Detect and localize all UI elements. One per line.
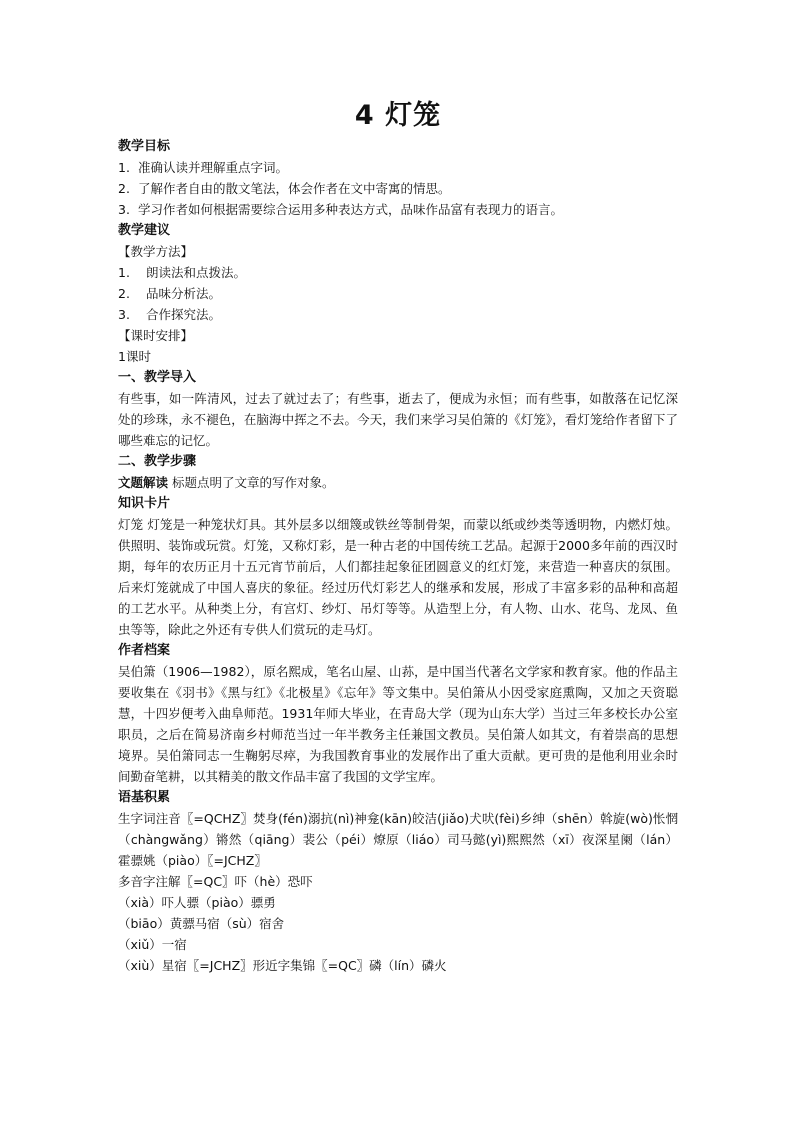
goal-number: 3. (118, 202, 130, 217)
intro-paragraph: 有些事，如一阵清风，过去了就过去了；有些事，逝去了，便成为永恒；而有些事，如散落在记忆深处的珍珠，永不褪色，在脑海中挥之不去。今天，我们来学习吴伯箫的《灯笼》，看灯笼给作者留下了哪些难忘的记忆。 (118, 391, 678, 448)
goal-text: 学习作者如何根据需要综合运用多种表达方式，品味作品富有表现力的语言。 (138, 202, 564, 217)
title-interpretation-text: 标题点明了文章的写作对象。 (168, 475, 335, 490)
method-text: 朗读法和点拨法。 (146, 265, 247, 280)
method-number: 1. (118, 265, 130, 280)
author-heading: 作者档案 (118, 643, 171, 658)
schedule-text: 1课时 (118, 349, 151, 364)
method-number: 2. (118, 286, 130, 301)
method-item (118, 262, 678, 283)
method-item (118, 283, 678, 304)
title-interpretation (118, 472, 678, 493)
schedule-heading: 【课时安排】 (118, 328, 194, 343)
method-item (118, 304, 678, 325)
goal-item (118, 178, 678, 199)
goal-item (118, 157, 678, 178)
vocab-heading: 语基积累 (118, 790, 171, 805)
goal-number: 1. (118, 160, 130, 175)
goal-number: 2. (118, 181, 130, 196)
polyphone-line: （biāo）黄骠马宿（sù）宿舍 (118, 916, 285, 931)
knowledge-paragraph: 灯笼 灯笼是一种笼状灯具。其外层多以细篾或铁丝等制骨架，而蒙以纸或纱类等透明物，内燃灯烛。供照明、装饰或玩赏。灯笼，又称灯彩，是一种古老的中国传统工艺品。起源于2000多年前的西汉时期，每年的农历正月十五元宵节前后，人们都挂起象征团圆意义的红灯笼，来营造一种喜庆的氛围。后来灯笼就成了中国人喜庆的象征。经过历代灯彩艺人的继承和发展，形成了丰富多彩的品种和高超的工艺水平。从种类上分，有宫灯、纱灯、吊灯等等。从造型上分，有人物、山水、花鸟、龙凤、鱼虫等等，除此之外还有专供人们赏玩的走马灯。 (118, 517, 678, 637)
goal-text: 准确认读并理解重点字词。 (138, 160, 289, 175)
page-title: 4 灯笼 (354, 100, 442, 131)
document-body (118, 136, 678, 976)
goal-item (118, 199, 678, 220)
methods-heading: 【教学方法】 (118, 244, 194, 259)
polyphone-line: （xiǔ）一宿 (118, 937, 187, 952)
knowledge-heading: 知识卡片 (118, 496, 171, 511)
author-paragraph: 吴伯箫（1906—1982），原名熙成，笔名山屋、山荪，是中国当代著名文学家和教育家。他的作品主要收集在《羽书》《黑与红》《北极星》《忘年》等文集中。吴伯箫从小因受家庭熏陶，又加之天资聪慧，十四岁便考入曲阜师范。1931年师大毕业，在青岛大学（现为山东大学）当过三年多校长办公室职员，之后在简易济南乡村师范当过一年半教务主任兼国文教员。吴伯箫人如其文，有着崇高的思想境界。吴伯箫同志一生鞠躬尽瘁，为我国教育事业的发展作出了重大贡献。更可贵的是他利用业余时间勤奋笔耕，以其精美的散文作品丰富了我国的文学宝库。 (118, 664, 678, 784)
method-number: 3. (118, 307, 130, 322)
suggestions-heading: 教学建议 (118, 223, 171, 238)
method-text: 品味分析法。 (146, 286, 222, 301)
polyphone-line: （xià）吓人骠（piào）骠勇 (118, 895, 276, 910)
vocab-paragraph: 生字词注音〖=QCHZ〗焚身(fén)溺抗(nì)神龛(kān)皎洁(jiǎo)犬吠(fèi)乡绅（shēn）斡旋(wò)怅惘（chàngwǎng）锵然（qiāng）裴公（péi）燎原（liáo）司马懿(yì)熙熙然（xī）夜深星阑（lán）霍骠姚（piào）〖=JCHZ〗 (118, 811, 678, 868)
polyphone-line: 多音字注解〖=QC〗吓（hè）恐吓 (118, 874, 313, 889)
method-text: 合作探究法。 (146, 307, 222, 322)
goal-text: 了解作者自由的散文笔法，体会作者在文中寄寓的情思。 (138, 181, 451, 196)
goals-heading: 教学目标 (118, 139, 171, 154)
polyphone-line: （xiù）星宿〖=JCHZ〗形近字集锦〖=QC〗磷（lín）磷火 (118, 958, 447, 973)
steps-heading: 二、教学步骤 (118, 454, 197, 469)
title-interpretation-label: 文题解读 (118, 475, 169, 490)
intro-heading: 一、教学导入 (118, 370, 197, 385)
